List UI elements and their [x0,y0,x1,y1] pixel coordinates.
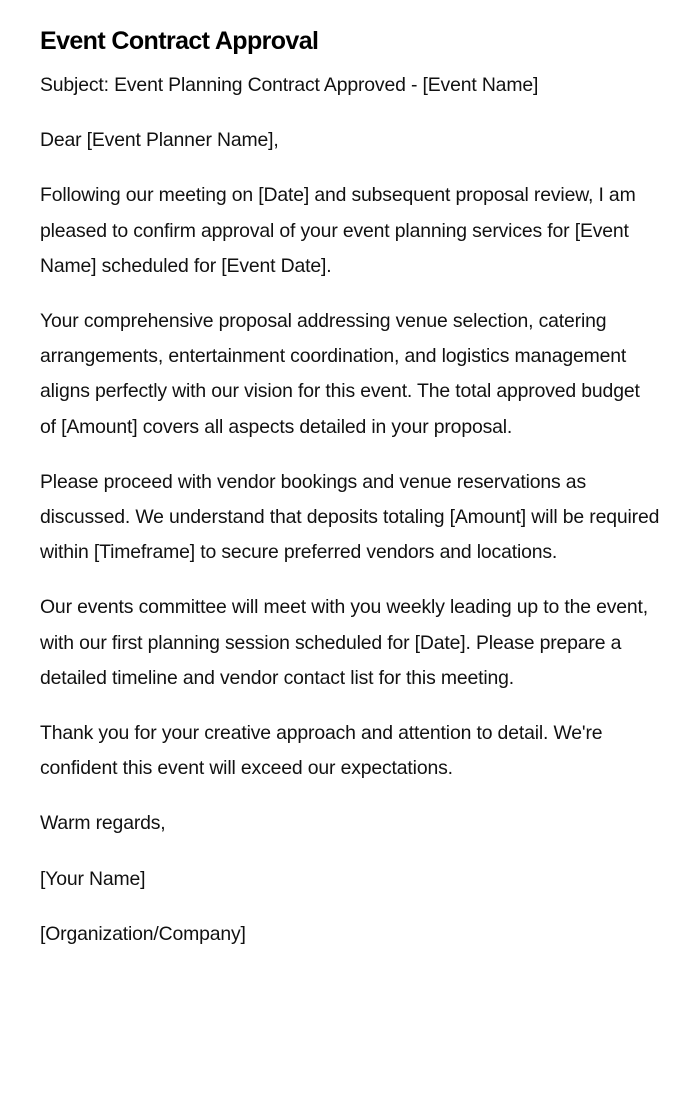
body-paragraph-5: Thank you for your creative approach and attention to detail. We're confident this event will exceed our expectations. [40,722,603,780]
body-paragraph-1: Following our meeting on [Date] and subsequent proposal review, I am pleased to confirm approval of your event planning services for [Event Name] scheduled for [Event Date]. [40,184,636,277]
body-paragraph-2: Your comprehensive proposal addressing venue selection, catering arrangements, entertainment coordination, and logistics management aligns perfectly with our vision for this event. The total approved budget of [Amount] covers all aspects detailed in your proposal. [40,310,640,438]
signature-name: [Your Name] [40,867,146,890]
signature-organization: [Organization/Company] [40,922,246,945]
subject-line: Subject: Event Planning Contract Approved - [Event Name] [40,74,539,96]
closing: Warm regards, [40,812,166,835]
salutation: Dear [Event Planner Name], [40,129,279,152]
body-paragraph-3: Please proceed with vendor bookings and venue reservations as discussed. We understand that deposits totaling [Amount] will be required within [Timeframe] to secure preferred vendors and locations. [40,470,660,564]
document-title: Event Contract Approval [40,27,319,55]
body-paragraph-4: Our events committee will meet with you weekly leading up to the event, with our first planning session scheduled for [Date]. Please prepare a detailed timeline and vendor contact list for this meeting. [40,596,648,689]
